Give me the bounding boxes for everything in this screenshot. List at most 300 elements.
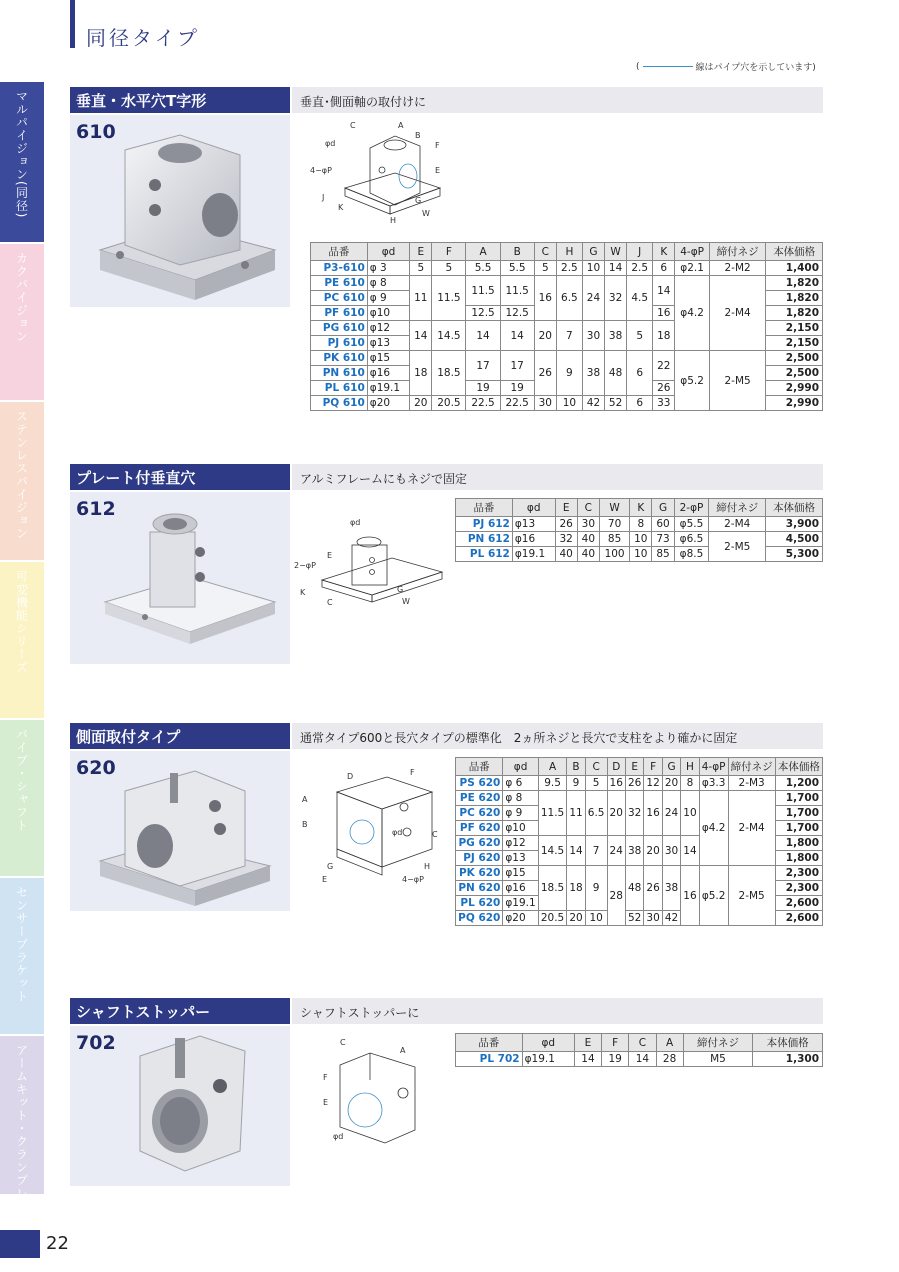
col-header: 本体価格 [753,1034,823,1052]
section-subtitle-612: アルミフレームにもネジで固定 [292,464,823,490]
cell: 11.5 [500,276,534,306]
part-number: PC 620 [456,806,503,821]
col-header: 4-φP [675,243,710,261]
diameter: φ15 [367,351,409,366]
pipe-hole-line-sample [643,66,693,67]
side-tab-0[interactable] [0,82,44,242]
col-header: A [538,758,566,776]
cell: 12.5 [500,306,534,321]
col-header: 4-φP [699,758,728,776]
table-row [456,517,823,532]
col-header: 締付ネジ [683,1034,753,1052]
diameter: φ 8 [503,791,538,806]
cell: 11 [410,276,432,321]
cell: 10 [585,911,607,926]
cell: 7 [556,321,582,351]
part-number: P3-610 [311,261,368,276]
cell: φ2.1 [675,261,710,276]
diameter: φ 3 [367,261,409,276]
cell: 10 [630,547,652,562]
cell: 30 [582,321,604,351]
cell: 42 [662,911,680,926]
price: 2,500 [766,351,823,366]
cell: 38 [605,321,627,351]
price: 1,700 [775,806,822,821]
diameter: φ12 [503,836,538,851]
table-row [456,866,823,881]
cell: 85 [599,532,629,547]
col-header: 本体価格 [766,243,823,261]
dim-label-phid: φd [325,139,336,148]
cell: φ6.5 [674,532,709,547]
cell: φ3.3 [699,776,728,791]
table-row [311,351,823,366]
cell: 40 [555,547,577,562]
cell: 16 [644,791,662,836]
col-header: 本体価格 [766,499,823,517]
part-number: PJ 612 [456,517,513,532]
cell: 60 [652,517,674,532]
diameter: φ20 [503,911,538,926]
cell: 19 [602,1052,629,1067]
cell: 14.5 [432,321,466,351]
legend-note-text: 線はパイプ穴を示しています) [695,63,816,73]
cell: 30 [577,517,599,532]
cell: 24 [582,276,604,321]
price: 2,500 [766,366,823,381]
col-header: C [585,758,607,776]
price: 2,150 [766,321,823,336]
cell: 14 [574,1052,601,1067]
cell: 2-M4 [709,276,766,351]
legend-note-open: ( [636,61,640,72]
cell: 14 [466,321,500,351]
page-number-bar [0,1230,40,1258]
side-tab-label: センサーブラケット [14,886,29,1003]
price: 1,820 [766,291,823,306]
spec-table-610 [310,242,823,411]
cell: 30 [644,911,662,926]
cell: 5 [432,261,466,276]
side-tab-label: アームキット・クランプレバー [14,1044,29,1226]
cell: 73 [652,532,674,547]
diameter: φ10 [503,821,538,836]
part-number: PE 620 [456,791,503,806]
price: 1,800 [775,851,822,866]
cell: 10 [681,791,699,836]
col-header: W [605,243,627,261]
cell: 33 [653,396,675,411]
side-tab-2[interactable] [0,402,44,560]
cell: 5 [410,261,432,276]
dim-label-g: G [415,196,422,205]
price: 1,300 [753,1052,823,1067]
col-header: φd [367,243,409,261]
cell: φ8.5 [674,547,709,562]
cell: 5.5 [500,261,534,276]
dim-label-h: H [424,862,431,871]
cell: 12.5 [466,306,500,321]
cell: 2.5 [627,261,653,276]
dim-label-k: K [338,203,344,212]
col-header: φd [503,758,538,776]
part-number: PN 610 [311,366,368,381]
cell: 14 [410,321,432,351]
cell: 11.5 [466,276,500,306]
cell: 85 [652,547,674,562]
cell: 70 [599,517,629,532]
part-number: PS 620 [456,776,503,791]
cell: 19 [466,381,500,396]
cell: 2-M3 [728,776,775,791]
cell: 9 [585,866,607,911]
dimension-diagram-610 [300,118,450,228]
col-header: C [629,1034,656,1052]
cell: 6 [627,396,653,411]
price: 1,700 [775,791,822,806]
price: 2,600 [775,896,822,911]
dim-label-e: E [323,1098,329,1107]
cell: 30 [662,836,680,866]
dim-label-c: C [327,598,333,607]
dim-label-p: 4−φP [402,875,424,884]
cell: 26 [534,351,556,396]
col-header: D [607,758,625,776]
cell: 26 [555,517,577,532]
diameter: φ 9 [367,291,409,306]
cell: 11.5 [432,276,466,321]
cell: 18.5 [538,866,566,911]
part-number: PL 612 [456,547,513,562]
side-tab-1[interactable] [0,244,44,400]
table-header-row [311,243,823,261]
col-header: E [410,243,432,261]
side-tab-label: カクパイジョン [14,252,29,343]
cell: 12 [644,776,662,791]
col-header: E [555,499,577,517]
side-tab-label: マルパイジョン(同径) [14,90,29,219]
part-number: PQ 610 [311,396,368,411]
price: 1,800 [775,836,822,851]
dimension-diagram-620 [292,757,452,897]
diameter: φ19.1 [503,896,538,911]
cell: 16 [534,276,556,321]
dim-label-w: W [402,597,410,606]
cell: 32 [555,532,577,547]
page-number: 22 [46,1233,69,1254]
cell: 40 [577,547,599,562]
diameter: φ10 [367,306,409,321]
col-header: W [599,499,629,517]
cell: 16 [681,866,699,926]
page-title: 同径タイプ [86,26,200,50]
col-header: A [656,1034,683,1052]
price: 2,300 [775,881,822,896]
cell: 22 [653,351,675,381]
col-header: 締付ネジ [709,499,766,517]
dim-label-k: K [300,588,306,597]
cell: 2-M5 [709,351,766,411]
shaft-stopper-image [70,1026,290,1186]
diameter: φ13 [512,517,555,532]
cell: 14.5 [538,836,566,866]
side-tab-6[interactable] [0,1036,44,1226]
cell: 20.5 [432,396,466,411]
cell: 14 [653,276,675,306]
diameter: φ15 [503,866,538,881]
col-header: G [662,758,680,776]
cell: 52 [625,911,643,926]
col-header: E [574,1034,601,1052]
diameter: φ 9 [503,806,538,821]
cell: 10 [556,396,582,411]
diameter: φ 6 [503,776,538,791]
cell: 32 [605,276,627,321]
cell: 14 [629,1052,656,1067]
cell: 2-M4 [728,791,775,866]
cell: 22.5 [500,396,534,411]
cell: 2-M2 [709,261,766,276]
diameter: φ19.1 [522,1052,574,1067]
cell: φ4.2 [699,791,728,866]
price: 2,600 [775,911,822,926]
cell: 38 [625,836,643,866]
price: 1,400 [766,261,823,276]
col-header: 品番 [311,243,368,261]
cell: 9.5 [538,776,566,791]
cell: 2-M5 [709,532,766,562]
cell: 40 [577,532,599,547]
cell: 28 [656,1052,683,1067]
diameter: φ12 [367,321,409,336]
col-header: G [582,243,604,261]
cell: 6 [627,351,653,396]
section-title-620: 側面取付タイプ [70,723,290,749]
col-header: E [625,758,643,776]
col-header: H [556,243,582,261]
part-number: PL 702 [456,1052,523,1067]
cell: 32 [625,791,643,836]
cell: φ4.2 [675,276,710,351]
cell: 26 [653,381,675,396]
section-title-610: 垂直・水平穴T字形 [70,87,290,113]
dim-label-a: A [398,121,404,130]
dim-label-f: F [323,1073,328,1082]
cell: 20 [534,321,556,351]
dim-label-p: 2−φP [294,561,316,570]
cell: 18.5 [432,351,466,396]
table-row [311,261,823,276]
part-number: PG 610 [311,321,368,336]
dim-label-e: E [322,875,328,884]
col-header: 締付ネジ [709,243,766,261]
table-header-row [456,1034,823,1052]
col-header: 締付ネジ [728,758,775,776]
col-header: A [466,243,500,261]
price: 2,990 [766,396,823,411]
price: 4,500 [766,532,823,547]
cell: 20 [607,791,625,836]
dim-label-a: A [302,795,308,804]
side-tab-3[interactable] [0,562,44,718]
cell: 18 [567,866,585,911]
price: 3,900 [766,517,823,532]
cell: 48 [605,351,627,396]
dim-label-g: G [397,585,404,594]
cell: 9 [556,351,582,396]
part-number: PK 620 [456,866,503,881]
diameter: φ16 [503,881,538,896]
spec-table-702 [455,1033,823,1067]
col-header: 品番 [456,499,513,517]
cell: 4.5 [627,276,653,321]
part-number: PK 610 [311,351,368,366]
cell: 11 [567,791,585,836]
part-number: PL 610 [311,381,368,396]
diameter: φ13 [503,851,538,866]
price: 2,990 [766,381,823,396]
product-code-702: 702 [76,1032,116,1054]
dimension-diagram-612 [292,500,452,620]
cell: 26 [644,866,662,911]
cell: 14 [605,261,627,276]
diameter: φ19.1 [367,381,409,396]
col-header: 品番 [456,1034,523,1052]
price: 1,820 [766,306,823,321]
product-code-620: 620 [76,757,116,779]
spec-table-620 [455,757,823,926]
cell: 6.5 [585,791,607,836]
cell: 22.5 [466,396,500,411]
cell: 8 [681,776,699,791]
section-subtitle-702: シャフトストッパーに [292,998,823,1024]
cell: 10 [582,261,604,276]
table-header-row [456,499,823,517]
product-photo-610 [70,115,290,307]
part-number: PN 612 [456,532,513,547]
cell: 20 [567,911,585,926]
dim-label-f: F [435,141,440,150]
dimension-diagram-702 [315,1035,435,1150]
price: 1,200 [775,776,822,791]
table-header-row [456,758,823,776]
diameter: φ19.1 [512,547,555,562]
dim-label-c: C [340,1038,346,1047]
dim-label-b: B [415,131,421,140]
dim-label-j: J [322,193,325,202]
diameter: φ20 [367,396,409,411]
col-header: F [432,243,466,261]
cell: 8 [630,517,652,532]
section-title-702: シャフトストッパー [70,998,290,1024]
side-tab-4[interactable] [0,720,44,876]
table-row [311,276,823,291]
diameter: φ13 [367,336,409,351]
cell: 19 [500,381,534,396]
dim-label-g: G [327,862,334,871]
cell: 6.5 [556,276,582,321]
cell: 11.5 [538,791,566,836]
col-header: H [681,758,699,776]
cell: 2-M5 [728,866,775,926]
cell: 24 [662,791,680,836]
cell: 5.5 [466,261,500,276]
cell: 20 [410,396,432,411]
cell: 52 [605,396,627,411]
cell: 17 [466,351,500,381]
cell: 38 [662,866,680,911]
cell: 7 [585,836,607,866]
part-number: PJ 620 [456,851,503,866]
col-header: C [534,243,556,261]
dim-label-phid: φd [350,518,361,527]
table-row [456,1052,823,1067]
cell: 48 [625,866,643,911]
cell: 5 [585,776,607,791]
col-header: φd [512,499,555,517]
cell: 24 [607,836,625,866]
dim-label-c: C [432,830,438,839]
dim-label-c: C [350,121,356,130]
col-header: F [602,1034,629,1052]
cell: 14 [681,836,699,866]
cell: 42 [582,396,604,411]
t-joint-image [70,115,290,307]
legend-note [636,60,816,73]
dim-label-phid: φd [392,828,403,837]
title-accent-bar [70,0,75,48]
cell: 2-M4 [709,517,766,532]
cell: 2.5 [556,261,582,276]
col-header: G [652,499,674,517]
product-code-612: 612 [76,498,116,520]
cell: 6 [653,261,675,276]
col-header: 品番 [456,758,503,776]
product-photo-620 [70,751,290,911]
col-header: K [630,499,652,517]
cell: 100 [599,547,629,562]
dim-label-e: E [327,551,333,560]
side-tab-label: ステンレスパイジョン [14,410,29,540]
part-number: PL 620 [456,896,503,911]
dim-label-f: F [410,768,415,777]
part-number: PE 610 [311,276,368,291]
price: 1,820 [766,276,823,291]
cell: 16 [607,776,625,791]
col-header: C [577,499,599,517]
part-number: PQ 620 [456,911,503,926]
table-row [456,547,823,562]
section-subtitle-610: 垂直･側面軸の取付けに [292,87,823,113]
col-header: B [500,243,534,261]
side-tab-5[interactable] [0,878,44,1034]
side-mount-image [70,751,290,911]
dim-label-e: E [435,166,441,175]
product-code-610: 610 [76,121,116,143]
dim-label-h: H [390,216,397,225]
dim-label-w: W [422,209,430,218]
price: 2,300 [775,866,822,881]
cell: 17 [500,351,534,381]
dim-label-d: D [347,772,354,781]
cell: 30 [534,396,556,411]
dim-label-b: B [302,820,308,829]
cell: 9 [567,776,585,791]
col-header: 2-φP [674,499,709,517]
side-tab-label: 可変機能シリーズ [14,570,29,674]
spec-table-612 [455,498,823,562]
cell: 20 [644,836,662,866]
